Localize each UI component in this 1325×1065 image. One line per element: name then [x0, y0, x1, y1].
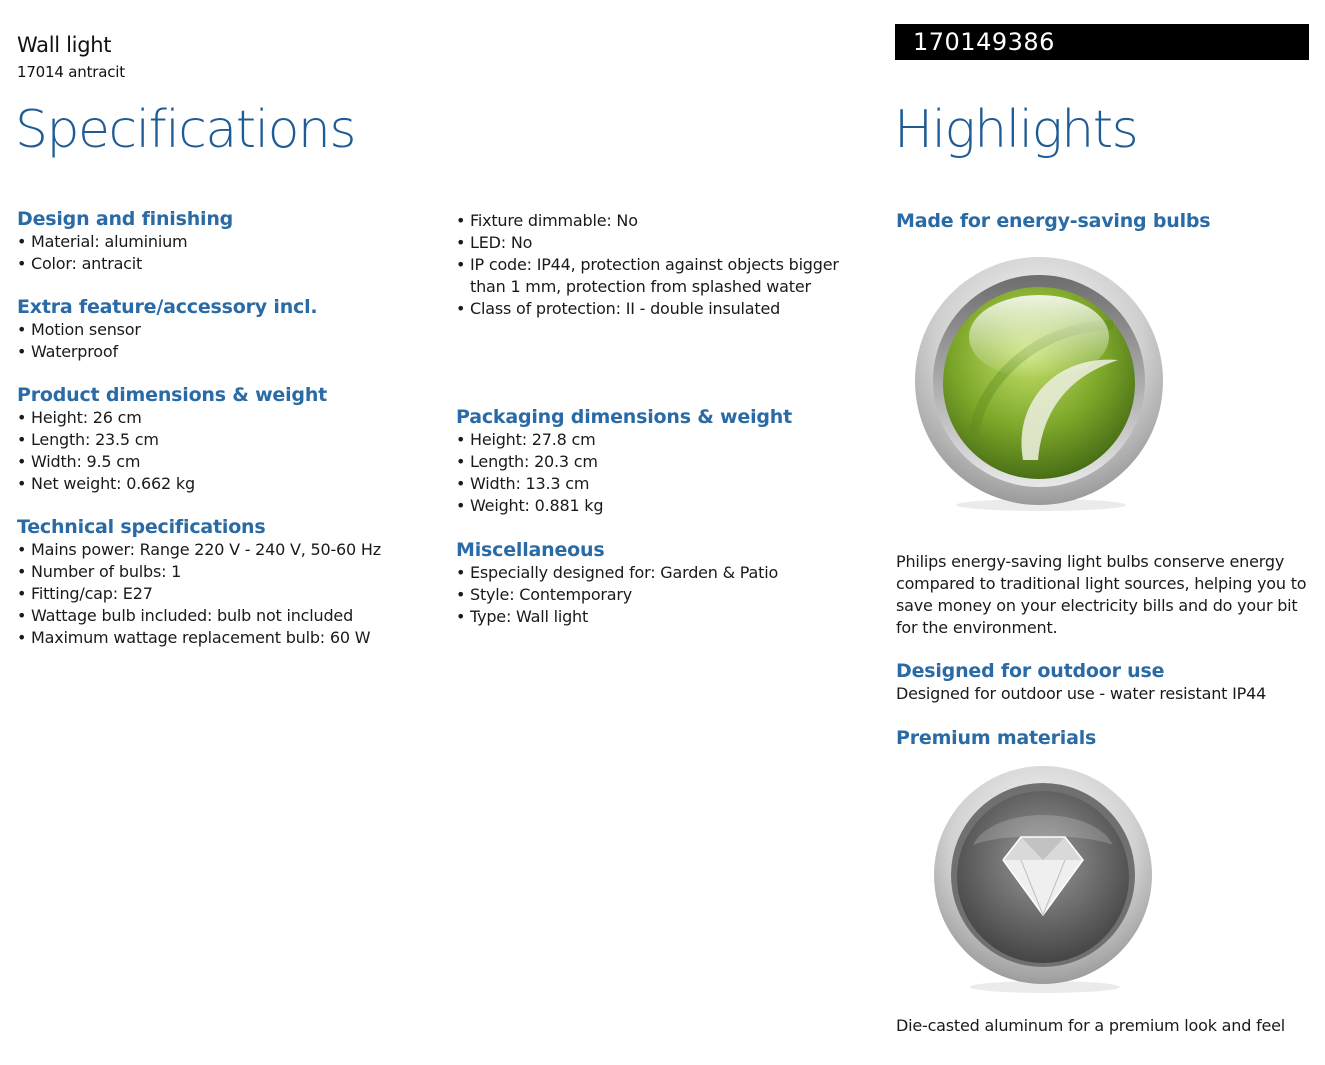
spec-item: • Fixture dimmable: No [456, 210, 856, 232]
leaf-icon [913, 255, 1169, 517]
section-heading: Technical specifications [17, 516, 266, 538]
product-name: Wall light [17, 33, 112, 57]
spec-extra-features [17, 295, 317, 363]
section-heading: Packaging dimensions & weight [456, 406, 793, 428]
highlight-heading-premium: Premium materials [896, 727, 1097, 749]
product-code-bar: 170149386 [895, 24, 1309, 60]
section-heading: Extra feature/accessory incl. [17, 296, 318, 318]
spec-item: • Material: aluminium [17, 231, 233, 253]
spec-design-finishing [17, 207, 233, 275]
highlight-text-energy: Philips energy-saving light bulbs conserve energy compared to traditional light sources, helping you to save money on your electricity bills and do your bit for the environment. [896, 552, 1307, 637]
spec-item: • Maximum wattage replacement bulb: 60 W [17, 627, 381, 649]
spec-item: • Wattage bulb included: bulb not included [17, 605, 381, 627]
highlights-title: Highlights [894, 100, 1138, 160]
spec-item: • Style: Contemporary [456, 584, 778, 606]
spec-item: • Motion sensor [17, 319, 317, 341]
spec-technical [17, 515, 381, 649]
spec-item: • Class of protection: II - double insulated [456, 298, 856, 320]
spec-product-dimensions [17, 383, 327, 495]
spec-item: • Especially designed for: Garden & Patio [456, 562, 778, 584]
highlight-heading-outdoor: Designed for outdoor use [896, 660, 1165, 682]
spec-item: • Width: 9.5 cm [17, 451, 327, 473]
highlight-heading-energy: Made for energy-saving bulbs [896, 210, 1211, 232]
spec-item: • Color: antracit [17, 253, 233, 275]
spec-item: • Waterproof [17, 341, 317, 363]
section-heading: Product dimensions & weight [17, 384, 328, 406]
spec-item: • Width: 13.3 cm [456, 473, 792, 495]
section-heading: Miscellaneous [456, 539, 605, 561]
product-variant: 17014 antracit [17, 63, 125, 81]
highlight-text-outdoor: Designed for outdoor use - water resistant IP44 [896, 684, 1267, 703]
highlight-text-premium: Die-casted aluminum for a premium look and feel [896, 1016, 1286, 1035]
spec-item: • Weight: 0.881 kg [456, 495, 792, 517]
section-heading: Design and finishing [17, 208, 234, 230]
spec-item: • IP code: IP44, protection against objects bigger than 1 mm, protection from splashed water [456, 254, 856, 298]
spec-item: • LED: No [456, 232, 856, 254]
spec-item: • Height: 26 cm [17, 407, 327, 429]
spec-packaging-dimensions [456, 405, 792, 517]
spec-item: • Height: 27.8 cm [456, 429, 792, 451]
spec-item: • Number of bulbs: 1 [17, 561, 381, 583]
spec-item: • Fitting/cap: E27 [17, 583, 381, 605]
spec-miscellaneous [456, 538, 778, 628]
spec-item: • Length: 23.5 cm [17, 429, 327, 451]
spec-technical-continued [456, 210, 856, 320]
spec-item: • Mains power: Range 220 V - 240 V, 50-60 Hz [17, 539, 381, 561]
spec-item: • Length: 20.3 cm [456, 451, 792, 473]
spec-item: • Type: Wall light [456, 606, 778, 628]
specifications-title: Specifications [15, 100, 355, 160]
diamond-icon [933, 765, 1157, 999]
spec-item: • Net weight: 0.662 kg [17, 473, 327, 495]
